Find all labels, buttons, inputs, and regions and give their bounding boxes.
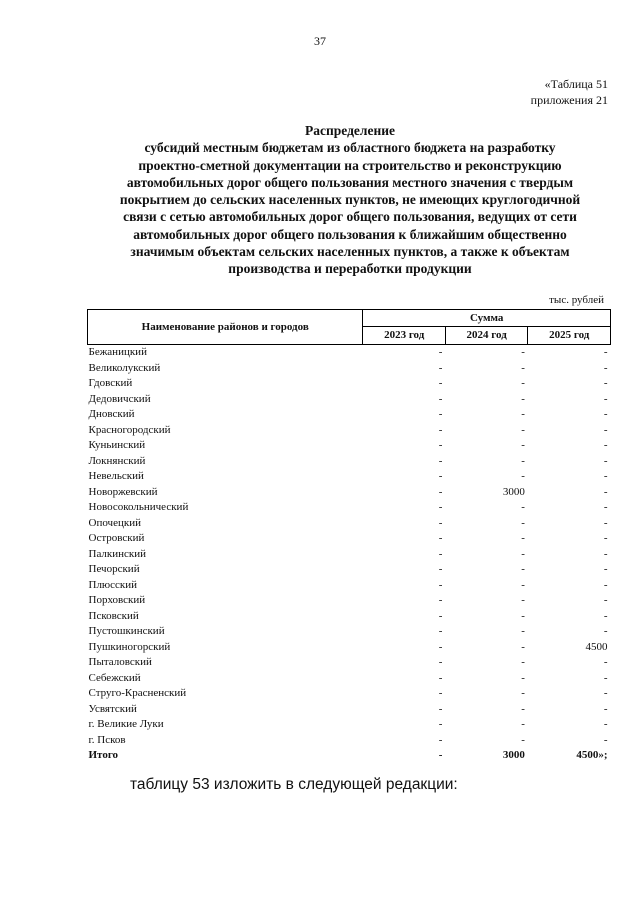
value-2023-cell: - <box>438 408 443 420</box>
table-row <box>88 671 611 687</box>
district-name-cell: Бежаницкий <box>88 346 147 358</box>
header-sum: Сумма <box>363 310 611 327</box>
value-2024-cell: - <box>521 578 525 591</box>
district-name-cell: Плюсский <box>88 578 138 591</box>
value-2024-cell: - <box>521 392 525 405</box>
value-2024-cell: - <box>521 702 525 715</box>
district-name-cell: Локнянский <box>88 454 146 467</box>
value-2024-cell: - <box>521 408 525 420</box>
units-label: тыс. рублей <box>549 294 604 306</box>
header-year-2025: 2025 год <box>528 326 611 344</box>
value-2023-cell: - <box>438 563 443 575</box>
value-2024-cell: - <box>521 733 525 746</box>
value-2025-cell: - <box>603 702 608 715</box>
district-name-cell: Куньинский <box>88 439 146 451</box>
value-2023-cell: - <box>438 439 443 451</box>
table-row <box>88 516 611 532</box>
district-name-cell: Невельский <box>88 470 144 482</box>
table-row <box>88 655 611 671</box>
district-name-cell: Гдовский <box>88 377 133 389</box>
district-name-cell: Себежский <box>88 671 141 684</box>
header-name: Наименование районов и городов <box>88 310 363 345</box>
value-2023-cell: - <box>438 671 443 684</box>
table-row <box>88 531 611 547</box>
table-row <box>88 640 611 656</box>
value-2024-cell: - <box>521 718 525 730</box>
district-name-cell: Итого <box>88 749 119 761</box>
table-row <box>88 438 611 454</box>
district-name-cell: Островский <box>88 532 145 544</box>
value-2025-cell: - <box>603 501 608 513</box>
value-2025-cell: - <box>603 656 608 668</box>
value-2024-cell: - <box>521 532 525 544</box>
district-name-cell: Дновский <box>88 408 135 420</box>
value-2024-cell: - <box>521 640 525 653</box>
table-row <box>88 733 611 749</box>
district-name-cell: Опочецкий <box>88 516 141 529</box>
heading-line: автомобильных дорог общего пользования местного значения с твердым <box>126 174 574 190</box>
value-2025-cell: - <box>603 733 608 746</box>
district-name-cell: Великолукский <box>88 361 161 374</box>
value-2024-cell: - <box>521 423 525 436</box>
table-row <box>88 624 611 640</box>
subsidy-table <box>87 309 611 764</box>
value-2023-cell: - <box>438 733 443 746</box>
value-2023-cell: - <box>438 516 443 529</box>
district-name-cell: г. Псков <box>88 733 126 746</box>
value-2024-cell: - <box>521 470 525 482</box>
value-2025-cell: - <box>603 687 608 699</box>
table-row <box>88 407 611 423</box>
value-2025-cell: - <box>603 516 608 529</box>
table-row <box>88 547 611 563</box>
value-2024-cell: - <box>521 516 525 529</box>
table-row <box>88 593 611 609</box>
table-row <box>88 345 611 361</box>
district-name-cell: Пушкиногорский <box>88 640 171 653</box>
value-2024-cell: - <box>521 501 525 513</box>
heading-line: производства и переработки продукции <box>228 261 472 277</box>
value-2023-cell: - <box>438 594 443 606</box>
table-reference-line: «Таблица 51 <box>544 77 608 91</box>
value-2023-cell: - <box>438 346 443 358</box>
value-2024-cell: - <box>521 439 525 451</box>
value-2024-cell: - <box>521 454 525 467</box>
value-2023-cell: - <box>438 640 443 653</box>
page-number: 37 <box>314 34 326 48</box>
table-row <box>88 562 611 578</box>
header-year-2024: 2024 год <box>445 326 527 344</box>
value-2025-cell: - <box>603 377 608 389</box>
table-reference <box>531 76 608 108</box>
district-name-cell: Новоржевский <box>88 485 158 498</box>
value-2023-cell: - <box>438 485 443 498</box>
heading-line: автомобильных дорог общего пользования к ближайшим общественно <box>133 226 567 242</box>
value-2025-cell: - <box>603 532 608 544</box>
value-2024-cell: - <box>521 361 525 374</box>
value-2025-cell: - <box>603 485 608 498</box>
value-2025-cell: - <box>603 671 608 684</box>
value-2025-cell: - <box>603 346 608 358</box>
value-2025-cell: - <box>603 594 608 606</box>
value-2023-cell: - <box>438 609 443 622</box>
district-name-cell: Усвятский <box>88 702 137 715</box>
district-name-cell: Пыталовский <box>88 656 152 668</box>
heading-line: субсидий местным бюджетам из областного бюджета на разработку <box>144 140 556 156</box>
value-2023-cell: - <box>438 718 443 730</box>
table-reference-line: приложения 21 <box>530 93 608 107</box>
value-2024-cell: 3000 <box>502 749 525 761</box>
value-2025-cell: - <box>603 578 608 591</box>
table-row <box>88 423 611 439</box>
value-2025-cell: - <box>603 470 608 482</box>
table-row <box>88 500 611 516</box>
value-2024-cell: - <box>521 687 525 699</box>
value-2024-cell: - <box>521 377 525 389</box>
heading-title: Распределение <box>304 123 396 138</box>
value-2025-cell: - <box>603 563 608 575</box>
total-row <box>88 748 611 764</box>
district-name-cell: Псковский <box>88 609 139 622</box>
table-row <box>88 578 611 594</box>
table-row <box>88 686 611 702</box>
value-2025-cell: - <box>603 454 608 467</box>
value-2024-cell: - <box>521 656 525 668</box>
value-2024-cell: - <box>521 346 525 358</box>
value-2023-cell: - <box>438 547 443 560</box>
value-2023-cell: - <box>438 749 443 761</box>
value-2023-cell: - <box>438 454 443 467</box>
value-2023-cell: - <box>438 423 443 436</box>
table-row <box>88 717 611 733</box>
value-2023-cell: - <box>438 470 443 482</box>
district-name-cell: Пустошкинский <box>88 625 165 637</box>
value-2023-cell: - <box>438 625 443 637</box>
value-2025-cell: - <box>603 408 608 420</box>
value-2023-cell: - <box>438 687 443 699</box>
district-name-cell: Новосокольнический <box>88 501 189 513</box>
value-2024-cell: - <box>521 547 525 560</box>
value-2025-cell: - <box>603 392 608 405</box>
heading-line: покрытием до сельских населенных пунктов, не имеющих круглогодичной <box>119 192 581 208</box>
value-2024-cell: - <box>521 594 525 606</box>
district-name-cell: Палкинский <box>88 547 147 560</box>
value-2024-cell: - <box>521 563 525 575</box>
district-name-cell: Дедовичский <box>88 392 151 405</box>
table-row <box>88 454 611 470</box>
value-2025-cell: - <box>603 625 608 637</box>
district-name-cell: Струго-Красненский <box>88 687 187 699</box>
value-2023-cell: - <box>438 501 443 513</box>
value-2023-cell: - <box>438 656 443 668</box>
table-row <box>88 392 611 408</box>
value-2025-cell: - <box>603 439 608 451</box>
table-row <box>88 469 611 485</box>
table-body <box>88 345 611 764</box>
value-2025-cell: - <box>603 718 608 730</box>
value-2025-cell: - <box>603 423 608 436</box>
table-row <box>88 485 611 501</box>
table-row <box>88 361 611 377</box>
value-2023-cell: - <box>438 361 443 374</box>
footnote-text: таблицу 53 изложить в следующей редакции: <box>130 776 458 793</box>
value-2023-cell: - <box>438 578 443 591</box>
value-2025-cell: - <box>603 609 608 622</box>
value-2025-cell: 4500 <box>585 640 608 653</box>
table-row <box>88 376 611 392</box>
district-name-cell: Печорский <box>88 563 140 575</box>
value-2025-cell: - <box>603 547 608 560</box>
value-2024-cell: - <box>521 609 525 622</box>
district-name-cell: г. Великие Луки <box>88 718 164 730</box>
value-2025-cell: 4500»; <box>576 749 608 761</box>
document-heading <box>60 122 640 278</box>
value-2024-cell: - <box>521 625 525 637</box>
district-name-cell: Порховский <box>88 594 146 606</box>
value-2023-cell: - <box>438 377 443 389</box>
table-row <box>88 702 611 718</box>
table-row <box>88 609 611 625</box>
value-2023-cell: - <box>438 392 443 405</box>
header-year-2023: 2023 год <box>363 326 445 344</box>
heading-line: проектно-сметной документации на строительство и реконструкцию <box>138 157 562 173</box>
value-2023-cell: - <box>438 532 443 544</box>
district-name-cell: Красногородский <box>88 423 171 436</box>
value-2025-cell: - <box>603 361 608 374</box>
value-2023-cell: - <box>438 702 443 715</box>
heading-line: связи с сетью автомобильных дорог общего пользования, ведущих от сети <box>123 209 577 225</box>
heading-line: значимым объектам сельских населенных пунктов, а также к объектам <box>130 244 570 260</box>
value-2024-cell: 3000 <box>502 485 525 498</box>
value-2024-cell: - <box>521 671 525 684</box>
